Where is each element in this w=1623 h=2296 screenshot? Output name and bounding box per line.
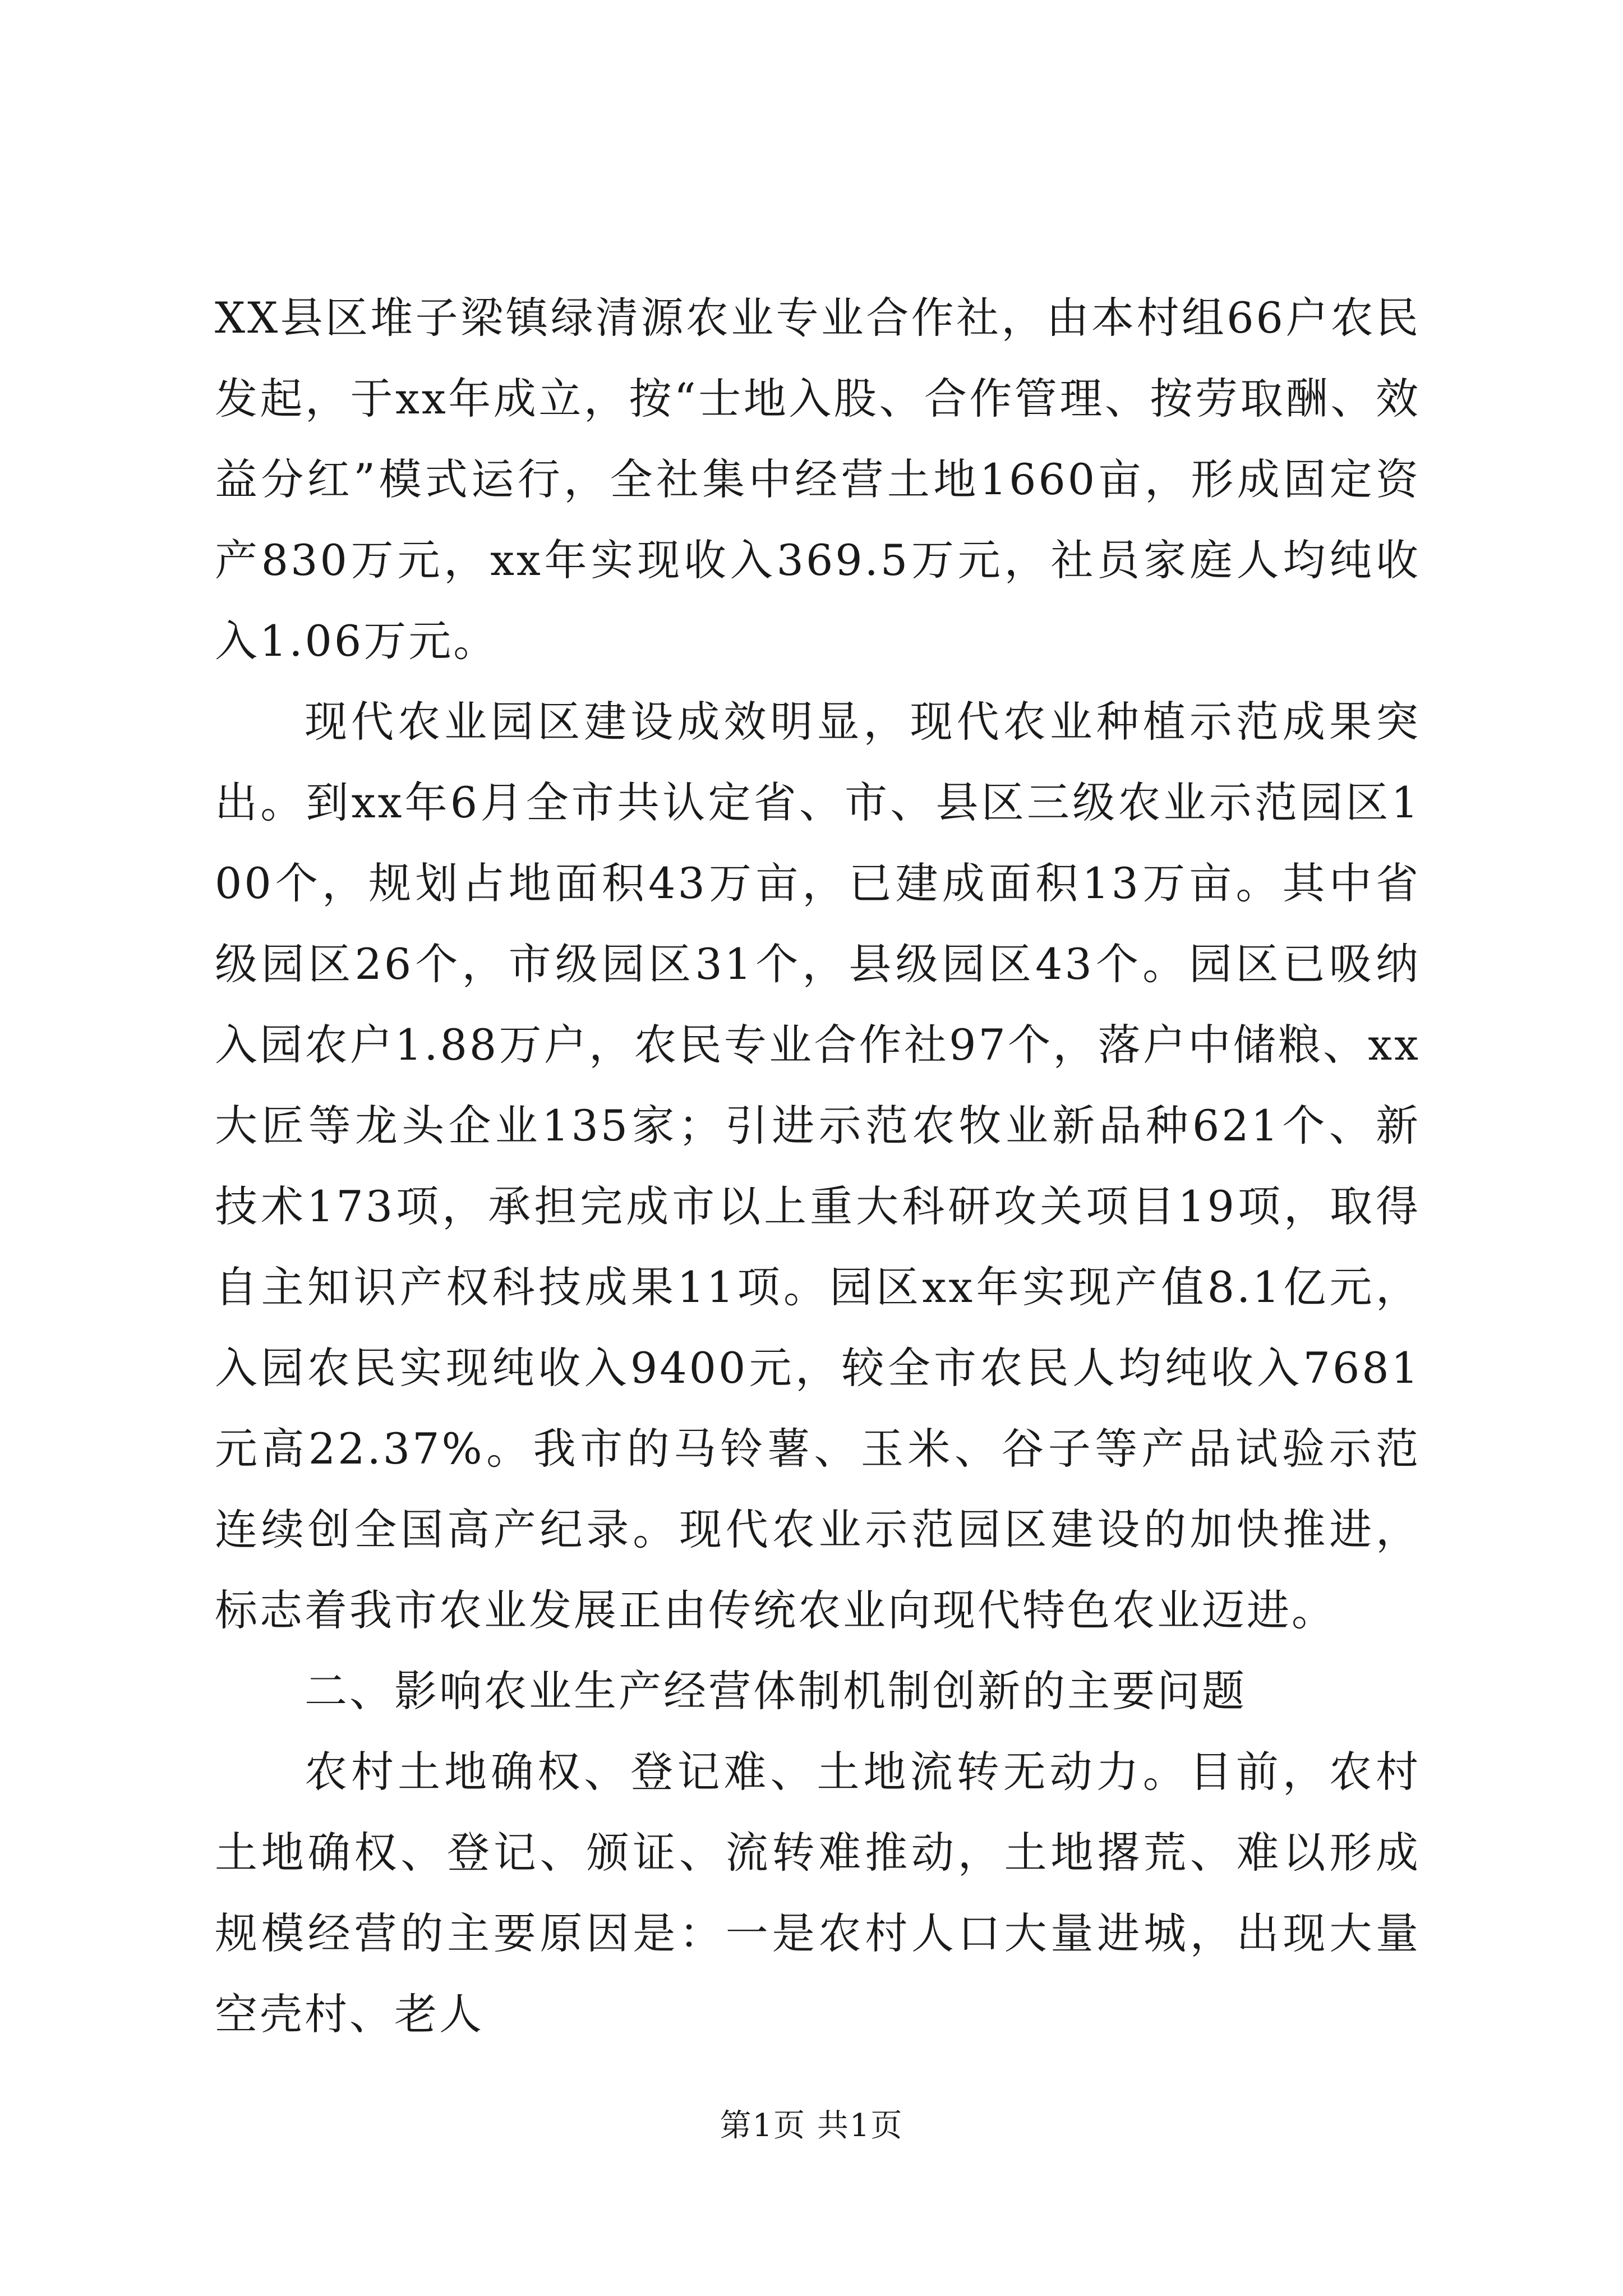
paragraph-cooperative: XX县区堆子梁镇绿清源农业专业合作社，由本村组66户农民发起，于xx年成立，按“士地入股、合作管理、按劳取酬、效益分红”模式运行，全社集中经营土地1660亩，形成固定资产830万元，xx年实现收入369.5万元，社员家庭人均纯收入1.06万元。 <box>215 293 1421 666</box>
paragraph-agricultural-parks: 现代农业园区建设成效明显，现代农业种植示范成果突出。到xx年6月全市共认定省、市、县区三级农业示范园区100个，规划占地面积43万亩，已建成面积13万亩。其中省级园区26个，市级园区31个，县级园区43个。园区已吸纳入园农户1.88万户，农民专业合作社97个，落户中储粮、xx大匠等龙头企业135家；引进示范农牧业新品种621个、新技术173项，承担完成市以上重大科研攻关项目19项，取得自主知识产权科技成果11项。园区xx年实现产值8.1亿元，入园农民实现纯收入9400元，较全市农民人均纯收入7681元高22.37%。我市的马铃薯、玉米、谷子等产品试验示范连续创全国高产纪录。现代农业示范园区建设的加快推进，标志着我市农业发展正由传统农业向现代特色农业迈进。 <box>215 697 1421 1635</box>
paragraph-land-rights: 农村土地确权、登记难、土地流转无动力。目前，农村土地确权、登记、颁证、流转难推动，土地撂荒、难以形成规模经营的主要原因是：一是农村人口大量进城，出现大量空壳村、老人 <box>215 1747 1421 2039</box>
section-heading-main-problems: 二、影响农业生产经营体制机制创新的主要问题 <box>305 1666 1247 1716</box>
page-footer: 第1页 共1页 <box>720 2108 903 2144</box>
document-body <box>215 278 1421 2055</box>
